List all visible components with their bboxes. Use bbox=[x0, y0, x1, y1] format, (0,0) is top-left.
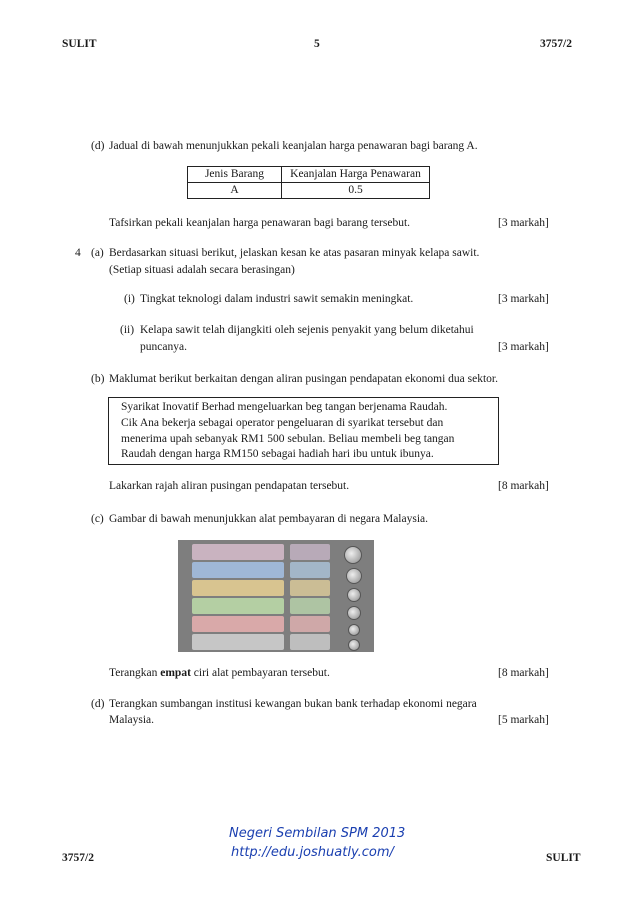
coin-6 bbox=[348, 639, 360, 651]
table-cell-item: A bbox=[188, 183, 282, 199]
banknote-back-1 bbox=[290, 544, 330, 560]
q3d-text: Jadual di bawah menunjukkan pekali keanjalan harga penawaran bagi barang A. bbox=[109, 140, 478, 152]
q3d-marks: [3 markah] bbox=[498, 217, 549, 229]
q4c-marks: [8 markah] bbox=[498, 667, 549, 679]
header-code: 3757/2 bbox=[540, 38, 572, 50]
q4a-ii-line2: puncanya. bbox=[140, 341, 187, 353]
q4a-ii-line1: Kelapa sawit telah dijangkiti oleh sejenis penyakit yang belum diketahui bbox=[140, 324, 474, 336]
q4c-task-pre: Terangkan bbox=[109, 667, 161, 679]
banknote-4 bbox=[192, 598, 284, 614]
banknote-back-2 bbox=[290, 562, 330, 578]
banknote-1 bbox=[192, 544, 284, 560]
q4b-task: Lakarkan rajah aliran pusingan pendapatan tersebut. bbox=[109, 480, 350, 492]
footer-code: 3757/2 bbox=[62, 852, 94, 864]
q4a-ii-marks: [3 markah] bbox=[498, 341, 549, 353]
info-line-2: Cik Ana bekerja sebagai operator pengeluaran di syarikat tersebut dan bbox=[121, 417, 444, 429]
banknote-5 bbox=[192, 616, 284, 632]
table-header-elasticity: Keanjalan Harga Penawaran bbox=[282, 167, 430, 183]
coin-3 bbox=[347, 588, 361, 602]
info-line-3: menerima upah sebanyak RM1 500 sebulan. Beliau membeli beg tangan bbox=[121, 433, 455, 445]
q4c-task bbox=[109, 667, 330, 679]
q4-number: 4 bbox=[75, 247, 81, 259]
q4a-i-text: Tingkat teknologi dalam industri sawit semakin meningkat. bbox=[140, 293, 414, 305]
q4d-line2: Malaysia. bbox=[109, 714, 155, 726]
banknote-back-3 bbox=[290, 580, 330, 596]
q4b-marks: [8 markah] bbox=[498, 480, 549, 492]
coin-2 bbox=[346, 568, 362, 584]
header-sulit: SULIT bbox=[62, 38, 97, 50]
q4c-text: Gambar di bawah menunjukkan alat pembayaran di negara Malaysia. bbox=[109, 513, 429, 525]
banknote-back-4 bbox=[290, 598, 330, 614]
coin-4 bbox=[347, 606, 361, 620]
q4d-marks: [5 markah] bbox=[498, 714, 549, 726]
coin-1 bbox=[344, 546, 362, 564]
banknote-6 bbox=[192, 634, 284, 650]
q4a-i-number: (i) bbox=[124, 293, 135, 305]
q4d-number: (d) bbox=[91, 698, 105, 710]
currency-photo bbox=[178, 540, 374, 652]
q4a-ii-number: (ii) bbox=[120, 324, 135, 336]
q3d-number: (d) bbox=[91, 140, 105, 152]
banknote-back-5 bbox=[290, 616, 330, 632]
q4d-line1: Terangkan sumbangan institusi kewangan bukan bank terhadap ekonomi negara bbox=[109, 698, 477, 710]
q4c-number: (c) bbox=[91, 513, 104, 525]
info-box bbox=[108, 397, 499, 465]
page-number: 5 bbox=[314, 38, 320, 50]
footer-sulit: SULIT bbox=[546, 852, 581, 864]
q4b-number: (b) bbox=[91, 373, 105, 385]
q3d-task: Tafsirkan pekali keanjalan harga penawaran bagi barang tersebut. bbox=[109, 217, 411, 229]
q4c-task-emphasis: empat bbox=[160, 667, 191, 679]
info-line-1: Syarikat Inovatif Berhad mengeluarkan beg tangan berjenama Raudah. bbox=[121, 401, 448, 413]
q4b-text: Maklumat berikut berkaitan dengan aliran pusingan pendapatan ekonomi dua sektor. bbox=[109, 373, 498, 385]
banknote-3 bbox=[192, 580, 284, 596]
banknote-2 bbox=[192, 562, 284, 578]
table-cell-elasticity: 0.5 bbox=[282, 183, 430, 199]
q4a-line2: (Setiap situasi adalah secara berasingan) bbox=[109, 264, 295, 276]
table-header-item: Jenis Barang bbox=[188, 167, 282, 183]
q4a-i-marks: [3 markah] bbox=[498, 293, 549, 305]
q4a-line1: Berdasarkan situasi berikut, jelaskan kesan ke atas pasaran minyak kelapa sawit. bbox=[109, 247, 480, 259]
elasticity-table bbox=[187, 166, 430, 199]
banknote-back-6 bbox=[290, 634, 330, 650]
source-title: Negeri Sembilan SPM 2013 bbox=[229, 826, 406, 841]
coin-5 bbox=[348, 624, 360, 636]
q4c-task-post: ciri alat pembayaran tersebut. bbox=[190, 667, 330, 679]
info-line-4: Raudah dengan harga RM150 sebagai hadiah hari ibu untuk ibunya. bbox=[121, 448, 434, 460]
source-url[interactable]: http://edu.joshuatly.com/ bbox=[231, 845, 394, 860]
q4a-number: (a) bbox=[91, 247, 104, 259]
